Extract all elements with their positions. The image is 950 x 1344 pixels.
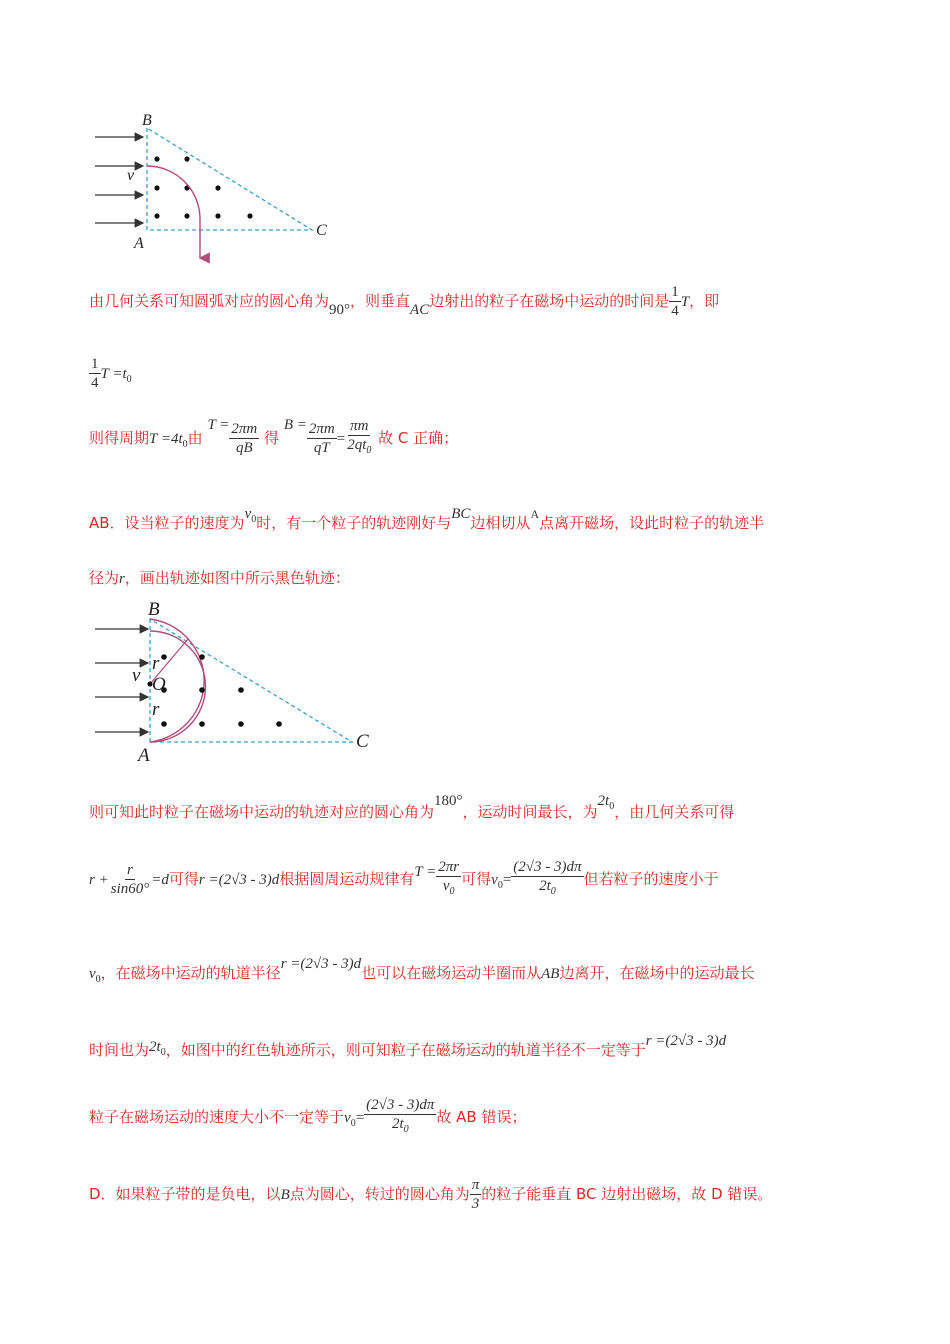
incoming-arrows xyxy=(95,137,143,223)
paragraph-6: r + $\frac{r}{\sin 60^\circ}$ =d可得r =(2√3 - 3)d根据圆周运动规律有T = $\frac{2\pi r}{v_0}$ 可得$v_0=$ $\frac{(2√3 - 3)d\pi}{2t_0}$ 但若粒子的速度小于 xyxy=(89,858,719,901)
paragraph-9: 粒子在磁场运动的速度大小不一定等于$v_0=$ $\frac{(2√3 - 3)d\pi}{2t_0}$ 故 AB 错误； xyxy=(89,1096,526,1139)
p1-text4: ，即 xyxy=(689,292,720,310)
triangle-abc-2 xyxy=(150,619,352,742)
field-dots-2 xyxy=(147,654,281,727)
paragraph-8: 时间也为$2t_0$，如图中的红色轨迹所示，则可知粒子在磁场运动的轨道半径不一定等于r =(2√3 - 3)d xyxy=(89,1033,727,1059)
field-dots xyxy=(154,156,252,218)
label-a: A xyxy=(134,235,144,252)
p1-T: T xyxy=(680,294,690,310)
label-b-2: B xyxy=(148,599,160,620)
triangle-abc xyxy=(147,128,312,230)
p6-v0-fraction: $\frac{(2√3 - 3)d\pi}{2t_0}$ xyxy=(513,859,582,897)
p6-T-fraction: $\frac{2\pi r}{v_0}$ xyxy=(438,859,460,897)
paragraph-4: AB．设当粒子的速度为$v_0$时，有一个粒子的轨迹刚好与BC边相切从$^A$点离开磁场，设此时粒子的轨迹半 xyxy=(89,506,765,532)
p1-text1: 由几何关系可知圆弧对应的圆心角为 xyxy=(89,292,330,310)
p10-fraction: $\frac{\pi}{3}$ xyxy=(471,1177,480,1212)
p1-fraction: $\frac{1}{4}$ xyxy=(671,284,679,319)
label-c: C xyxy=(316,222,327,239)
label-b: B xyxy=(142,112,152,129)
p3-text3: 得 xyxy=(264,429,280,447)
paragraph-4b: 径为r，画出轨迹如图中所示黑色轨迹： xyxy=(89,569,350,587)
p6-fraction: $\frac{r}{\sin 60^\circ}$ xyxy=(110,862,150,897)
paragraph-2: $\frac{1}{4}$ $T =t_0$ xyxy=(91,356,132,391)
p2-fraction: $\frac{1}{4}$ xyxy=(91,356,99,391)
p9-fraction: $\frac{(2√3 - 3)d\pi}{2t_0}$ xyxy=(366,1097,435,1135)
label-c-2: C xyxy=(356,731,369,752)
paragraph-1 xyxy=(89,283,719,320)
p3-text4: 故 C 正确； xyxy=(378,429,459,447)
p3-text2: 由 xyxy=(187,429,203,447)
p3-text1: 则得周期 xyxy=(89,429,150,447)
label-v: v xyxy=(127,167,135,184)
paragraph-3: 则得周期$T =4t_0$由 T = $\frac{2\pi m}{qB}$ 得 B = $\frac{2\pi m}{qT}$ = $\frac{\pi m}{2qt_0}$ 故 C 正确； xyxy=(89,417,458,460)
p1-angle: 90° xyxy=(329,302,351,318)
p1-ac: AC xyxy=(410,302,430,318)
label-r-2: r xyxy=(152,699,160,720)
paragraph-10: D．如果粒子带的是负电，以B点为圆心，转过的圆心角为 $\frac{\pi}{3}$ 的粒子能垂直 BC 边射出磁场，故 D 错误。 xyxy=(89,1177,773,1212)
diagram-2 xyxy=(90,597,390,767)
p3-period: T =4t xyxy=(149,431,183,447)
label-a-2: A xyxy=(138,745,150,766)
label-v-2: v xyxy=(132,665,141,686)
p1-text3: 边射出的粒子在磁场中运动的时间是 xyxy=(429,292,670,310)
p3-B-fraction2: $\frac{\pi m}{2qt_0}$ xyxy=(347,418,372,456)
p1-text2: ，则垂直 xyxy=(350,292,411,310)
p3-T-fraction: $\frac{2\pi m}{qB}$ xyxy=(231,421,258,456)
label-r-1: r xyxy=(152,653,160,674)
paragraph-7: $v_0$，在磁场中运动的轨道半径r =(2√3 - 3)d也可以在磁场运动半圈而从AB边离开，在磁场中的运动最长 xyxy=(89,956,755,985)
trajectory-arc xyxy=(147,166,200,258)
paragraph-5: 则可知此时粒子在磁场中运动的轨迹对应的圆心角为180°，运动时间最长，为$2t_0$，由几何关系可得 xyxy=(89,793,735,821)
diagram-1 xyxy=(90,108,350,268)
p2-rest: T =t xyxy=(100,366,127,382)
label-o: O xyxy=(152,674,166,695)
p3-B-fraction1: $\frac{2\pi m}{qT}$ xyxy=(308,421,335,456)
